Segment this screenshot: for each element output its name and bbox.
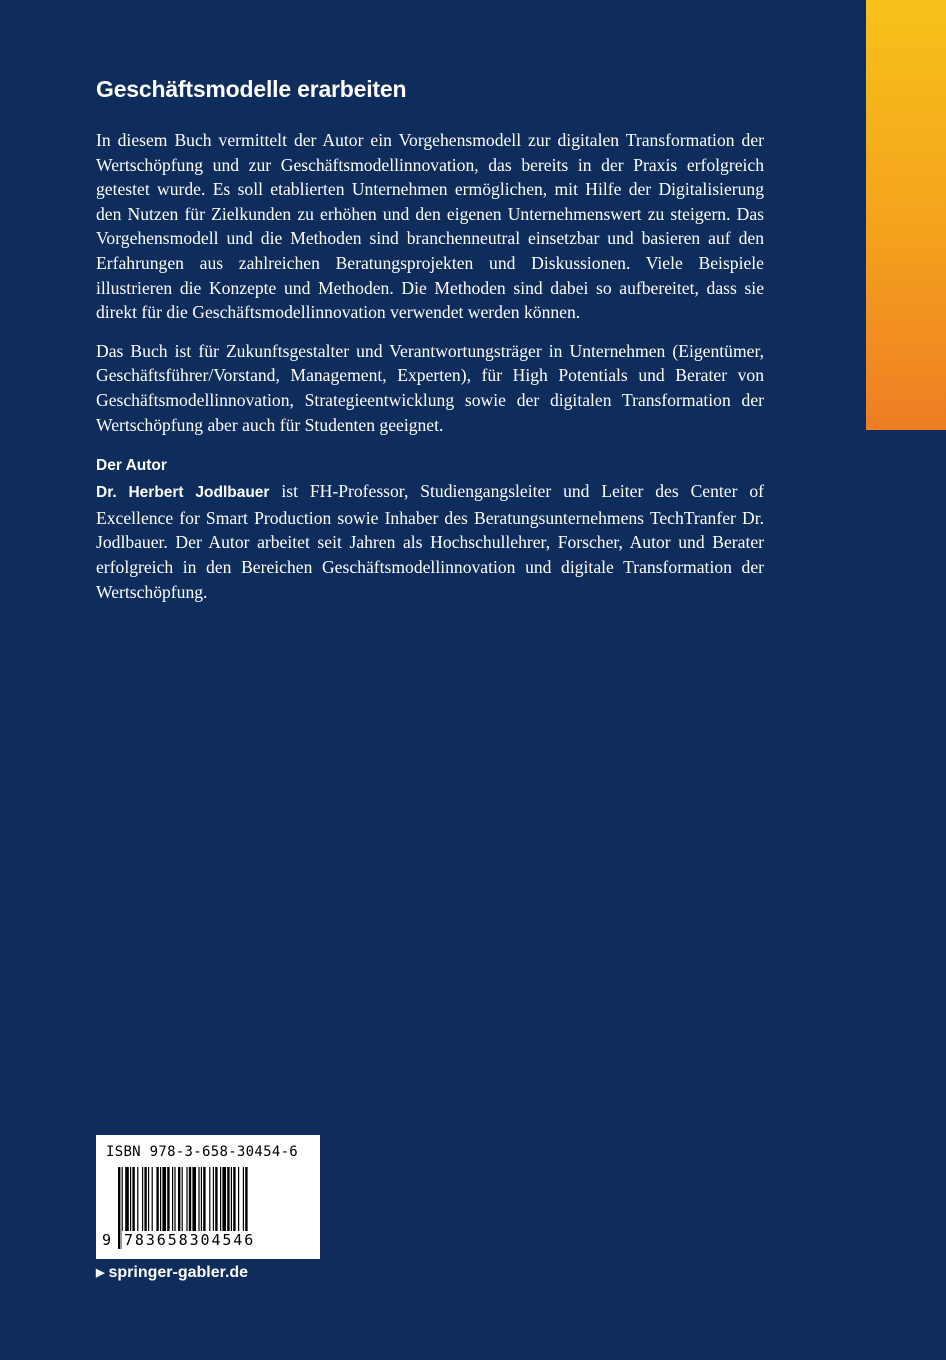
ean-digits: 783658304546 (122, 1231, 314, 1249)
author-name: Dr. Herbert Jodlbauer (96, 484, 270, 502)
accent-color-bar (866, 0, 946, 430)
back-cover-text (96, 72, 764, 618)
author-heading: Der Autor (96, 457, 167, 475)
description-paragraph-2: Das Buch ist für Zukunftsgestalter und Verantwortungsträger in Unternehmen (Eigentümer, Geschäftsführer/Vorstand, Management, Experten), für High Potentials und Berater von Geschäftsmodellinnovation, Strategieentwicklung sowie der digitalen Transformation der Wertschöpfung aber auch für Studenten geeignet. (96, 340, 764, 435)
play-arrow-icon: ▶ (96, 1266, 105, 1279)
headline: Geschäftsmodelle erarbeiten (96, 76, 407, 102)
isbn-barcode (96, 1135, 320, 1259)
publisher-website[interactable] (96, 1264, 248, 1282)
author-bio (96, 479, 764, 604)
isbn-label: ISBN 978-3-658-30454-6 (106, 1144, 299, 1160)
description-paragraph-1: In diesem Buch vermittelt der Autor ein Vorgehensmodell zur digitalen Transformation der Wertschöpfung und zur Geschäftsmodellinnovation, das bereits in der Praxis erfolgreich getestet wurde. Es soll etablierten Unternehmen ermöglichen, mit Hilfe der Digitalisierung den Nutzen für Zielkunden zu erhöhen und den eigenen Unternehmenswert zu steigern. Das Vorgehensmodell und die Methoden sind branchenneutral einsetzbar und basieren auf den Erfahrungen aus zahlreichen Beratungsprojekten und Diskussionen. Viele Beispiele illustrieren die Konzepte und Methoden. Die Methoden sind dabei so aufbereitet, dass sie direkt für die Geschäftsmodellinnovation verwendet werden können. (96, 130, 764, 323)
ean-lead-digit: 9 (102, 1231, 112, 1249)
author-bio-text: ist FH-Professor, Studiengangsleiter und Leiter des Center of Excellence for Smart Production sowie Inhaber des Beratungsunternehmens TechTranfer Dr. Jodlbauer. Der Autor arbeitet seit Jahren als Hochschullehrer, Forscher, Autor und Berater erfolgreich in den Bereichen Geschäftsmodellinnovation und digitale Transformation der Wertschöpfung. (96, 481, 764, 602)
website-url: springer-gabler.de (108, 1264, 249, 1281)
